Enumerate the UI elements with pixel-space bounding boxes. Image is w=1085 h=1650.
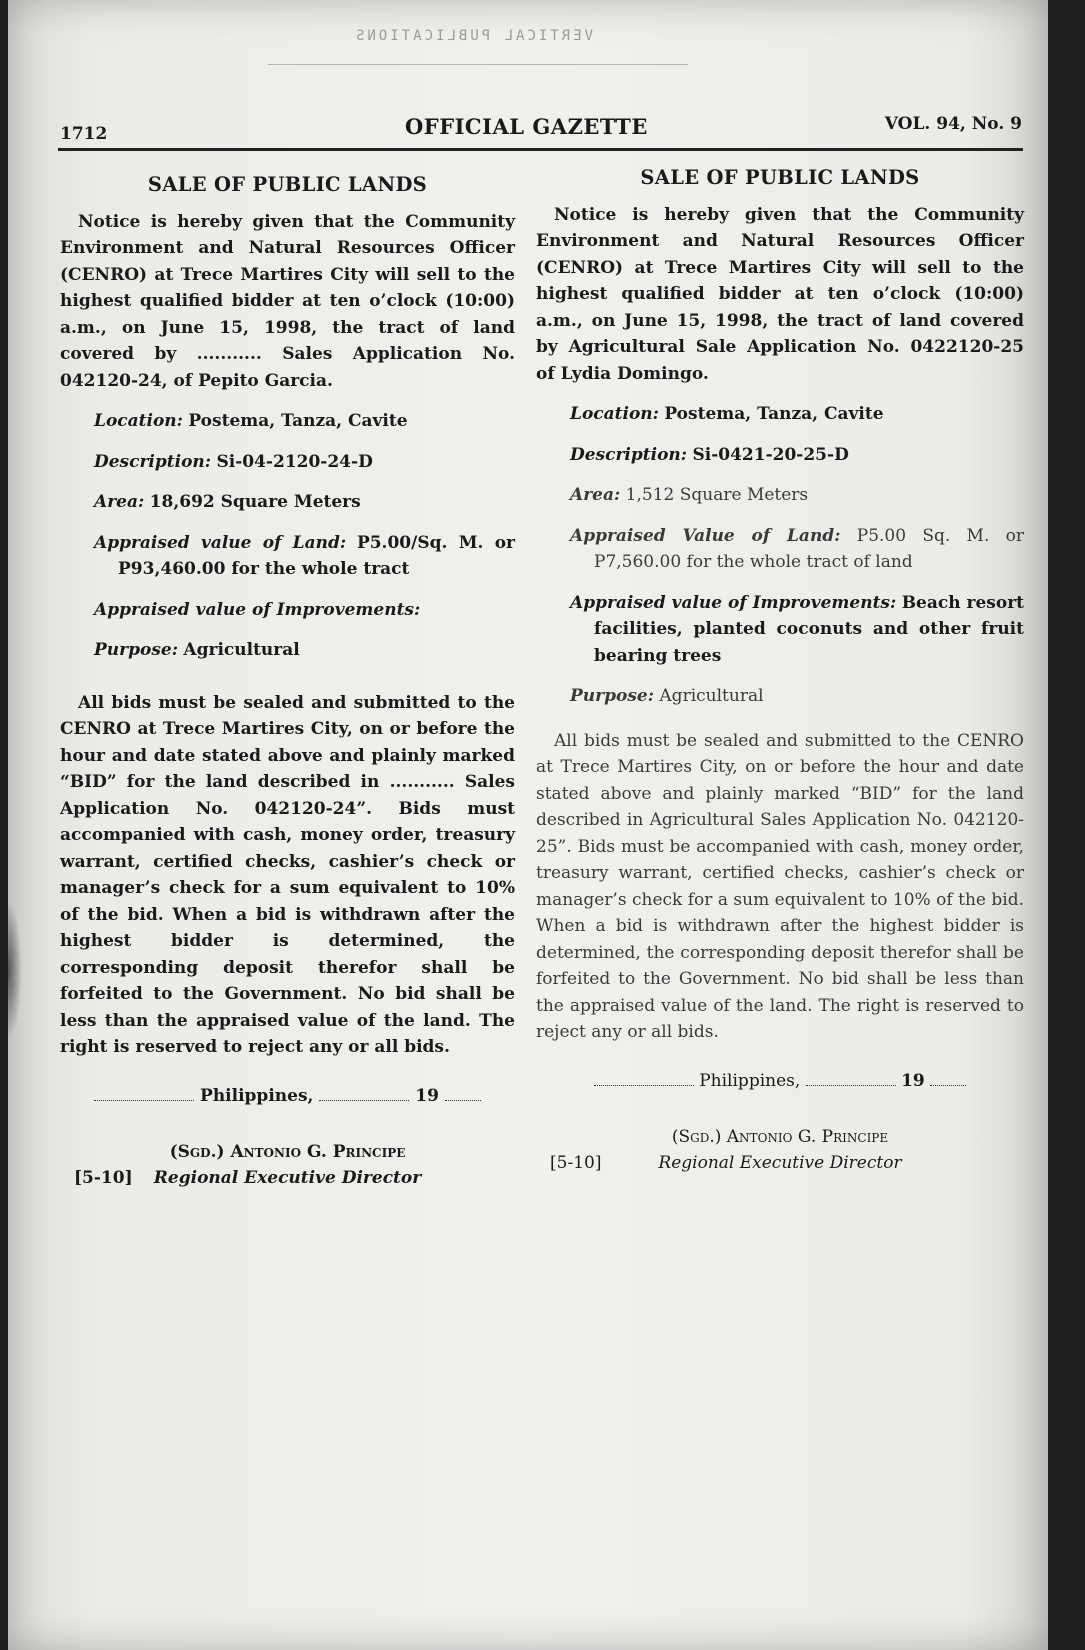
appraised-land-label: Appraised Value of Land: <box>570 525 841 546</box>
location-value: Postema, Tanza, Cavite <box>188 411 408 431</box>
description-label: Description: <box>570 444 688 465</box>
signature-block <box>60 1139 515 1191</box>
volume-number: VOL. 94, No. 9 <box>884 114 1022 134</box>
purpose-label: Purpose: <box>570 686 654 706</box>
appraised-land-field <box>570 523 1024 576</box>
purpose-value: Agricultural <box>183 640 300 660</box>
notice-title: SALE OF PUBLIC LANDS <box>640 166 920 189</box>
bids-paragraph: All bids must be sealed and submitted to the CENRO at Trece Martires City, on or before the hour and date stated above and plainly marked “BID” for the land described in ........... Sales Application No. 042120-24”. Bids must accompanied with cash, money order, treasury warrant, certified checks, cashier’s check or manager’s check for a sum equivalent to 10% of the bid. When a bid is withdrawn after the highest bidder is determined, the corresponding deposit therefor shall be forfeited to the Government. No bid shall be less than the appraised value of the land. The right is reserved to reject any or all bids. <box>60 692 515 1057</box>
purpose-field <box>94 637 515 664</box>
appraised-land-value: P5.00 Sq. M. or P7,560.00 for the whole tract of land <box>594 525 1025 572</box>
stamp-rule <box>268 64 688 65</box>
date-blank <box>319 1086 409 1101</box>
description-label: Description: <box>94 451 212 472</box>
reference-number: [5-10] <box>550 1153 602 1173</box>
place-date-line <box>60 1083 515 1110</box>
description-field <box>570 442 1024 469</box>
appraised-improvements-field <box>570 590 1024 670</box>
description-value: Si-0421-20-25-D <box>692 444 849 465</box>
year-blank <box>930 1071 966 1086</box>
notice-intro: Notice is hereby given that the Community Environment and Natural Resources Officer (CENRO) at Trece Martires City will sell to the highest qualified bidder at ten o’clock (10:00) a.m., on June 15, 1998, the tract of land covered by ........... Sales Application No. 042120-24, of Pepito Garcia. <box>60 211 515 391</box>
gazette-page <box>8 0 1048 1650</box>
place-country: Philippines, <box>200 1085 314 1106</box>
date-blank <box>806 1071 896 1086</box>
signatory-name: (Sgd.) Antonio G. Principe <box>671 1127 889 1147</box>
area-label: Area: <box>94 492 145 512</box>
appraised-land-label: Appraised value of Land: <box>94 532 347 553</box>
area-field <box>94 489 515 516</box>
page-number: 1712 <box>60 124 108 144</box>
signature-block <box>536 1124 1024 1176</box>
appraised-improvements-label: Appraised value of Improvements: <box>570 592 897 613</box>
reference-number: [5-10] <box>74 1168 133 1188</box>
publication-title: OFFICIAL GAZETTE <box>405 114 648 139</box>
page-header <box>60 110 1022 146</box>
appraised-land-value: P5.00/Sq. M. or P93,460.00 for the whole tract <box>118 532 515 579</box>
header-rule <box>58 148 1023 151</box>
purpose-label: Purpose: <box>94 640 178 660</box>
description-field <box>94 449 515 476</box>
notice-left <box>60 172 515 1191</box>
notice-title: SALE OF PUBLIC LANDS <box>147 173 428 196</box>
signature-row <box>536 1150 1024 1176</box>
place-country: Philippines, <box>699 1070 801 1091</box>
appraised-improvements-value: Beach resort facilities, planted coconuts and other fruit bearing trees <box>594 592 1025 666</box>
place-year: 19 <box>901 1070 925 1091</box>
place-blank <box>594 1071 694 1086</box>
description-value: Si-04-2120-24-D <box>216 451 373 472</box>
signatory-title: Regional Executive Director <box>153 1168 422 1188</box>
area-field <box>570 482 1024 509</box>
notice-right <box>536 165 1024 1176</box>
bids-paragraph: All bids must be sealed and submitted to the CENRO at Trece Martires City, on or before the hour and date stated above and plainly marked “BID” for the land described in Agricultural Sales Application No. 042120-25”. Bids must be accompanied with cash, money order, treasury warrant, certified checks, cashier’s check or manager’s check for a sum equivalent to 10% of the bid. When a bid is withdrawn after the highest bidder is determined, the corresponding deposit therefor shall be forfeited to the Government. No bid shall be less than the appraised value of the land. The right is reserved to reject any or all bids. <box>536 730 1024 1042</box>
location-label: Location: <box>570 404 659 424</box>
appraised-land-field <box>94 530 515 583</box>
appraised-improvements-field <box>94 597 515 624</box>
notice-intro: Notice is hereby given that the Community Environment and Natural Resources Officer (CENRO) at Trece Martires City will sell to the highest qualified bidder at ten o’clock (10:00) a.m., on June 15, 1998, the tract of land covered by Agricultural Sale Application No. 0422120-25 of Lydia Domingo. <box>536 204 1024 384</box>
place-date-line <box>536 1068 1024 1095</box>
signatory-title: Regional Executive Director <box>658 1153 902 1173</box>
top-stamp: VERTICAL PUBLICATIONS <box>353 28 594 44</box>
location-value: Postema, Tanza, Cavite <box>664 404 884 424</box>
area-value: 18,692 Square Meters <box>149 492 361 512</box>
place-year: 19 <box>415 1085 439 1106</box>
year-blank <box>445 1086 481 1101</box>
area-value: 1,512 Square Meters <box>625 485 809 505</box>
location-field <box>570 401 1024 428</box>
purpose-field <box>570 683 1024 710</box>
location-field <box>94 408 515 435</box>
location-label: Location: <box>94 411 183 431</box>
area-label: Area: <box>570 485 621 505</box>
purpose-value: Agricultural <box>659 686 764 706</box>
page-edge-shadow <box>8 900 22 1040</box>
signatory-name: (Sgd.) Antonio G. Principe <box>169 1142 406 1162</box>
place-blank <box>94 1086 194 1101</box>
appraised-improvements-label: Appraised value of Improvements: <box>94 599 421 620</box>
signature-row <box>60 1165 515 1191</box>
